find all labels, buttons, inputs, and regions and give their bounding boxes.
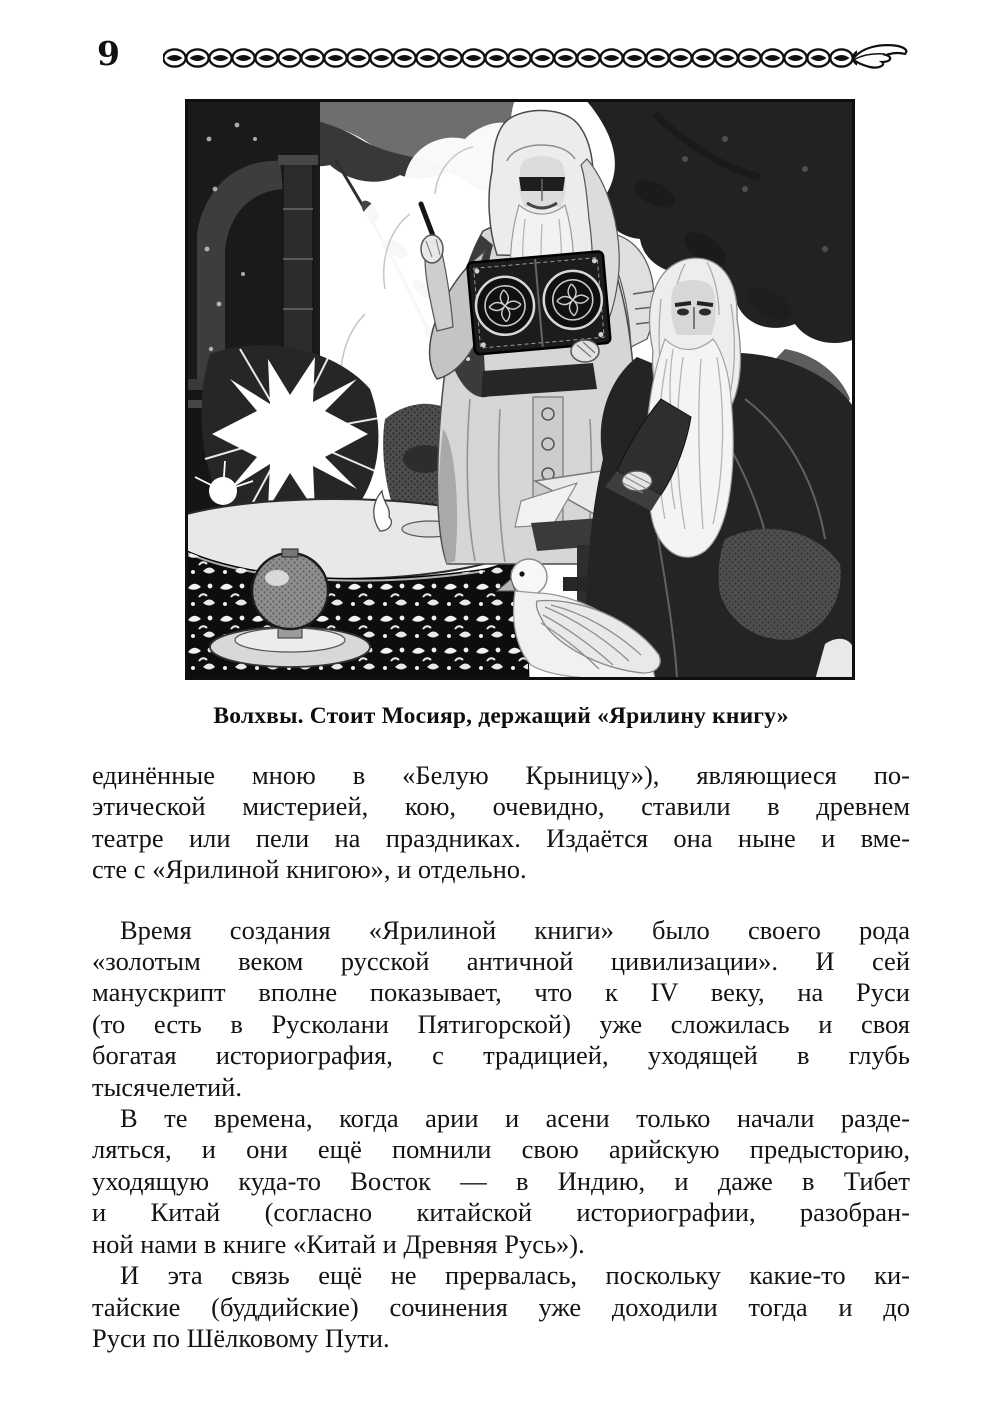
paragraph [92, 1103, 910, 1260]
text-line: И эта связь ещё не прервалась, поскольку какие-то ки- [120, 1260, 910, 1291]
text-line: Время создания «Ярилиной книги» было своего рода [120, 914, 910, 945]
text-line: тайские (буддийские) сочинения уже доходили тогда и до [92, 1291, 910, 1322]
figure-caption: Волхвы. Стоит Мосияр, держащий «Ярилину книгу» [213, 703, 789, 729]
text-line: театре или пели на праздниках. Издаётся она ныне и вме- [92, 822, 910, 853]
text-line: В те времена, когда арии и асени только начали разде- [120, 1103, 910, 1134]
page-number: 9 [97, 34, 120, 73]
text-line: уходящую куда-то Восток — в Индию, и даже в Тибет [92, 1165, 910, 1196]
chain-links [163, 43, 857, 73]
text-line: «золотым веком русской античной цивилизации». И сей [92, 946, 910, 977]
text-line: единённые мною в «Белую Крыницу»), являющиеся по- [92, 760, 910, 790]
text-line: и Китай (согласно китайской историографии, разобран- [92, 1197, 910, 1228]
paragraph [92, 915, 910, 1103]
chain-ornament-graphic [163, 42, 909, 74]
text-line: ной нами в книге «Китай и Древняя Русь»). [92, 1228, 585, 1259]
yarilina-book [467, 251, 611, 355]
text-line: этической мистерией, кою, очевидно, ставили в древнем [92, 791, 910, 822]
volkhvs-illustration [185, 99, 855, 680]
text-line: манускрипт вполне показывает, что к IV веку, на Руси [92, 977, 910, 1008]
text-line: сте с «Ярилиной книгою», и отдельно. [92, 854, 527, 885]
text-line: ляться, и они ещё помнили свою арийскую предысторию, [92, 1134, 910, 1165]
leaf-flourish-icon [853, 45, 906, 67]
paragraph [92, 760, 910, 886]
text-line: тысячелетий. [92, 1071, 242, 1102]
paragraph [92, 1260, 910, 1354]
chain-ornament [163, 42, 909, 79]
text-line: (то есть в Русколани Пятигорской) уже сложилась и своя [92, 1008, 910, 1039]
volkhvs-illustration-graphic [185, 99, 855, 680]
text-line: богатая историография, с традицией, уходящей в глубь [92, 1040, 910, 1071]
body-text [92, 760, 910, 1354]
text-line: Руси по Шёлковому Пути. [92, 1322, 390, 1353]
